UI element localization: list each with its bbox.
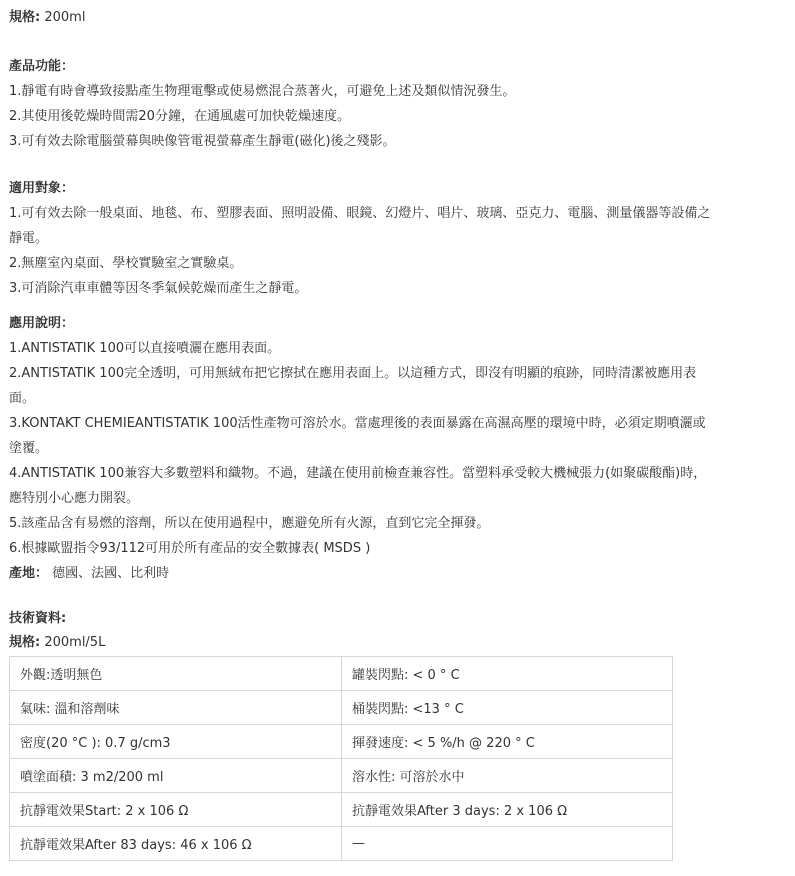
usage-item: 6.根據歐盟指令93/112可用於所有產品的安全數據表( MSDS )	[9, 541, 371, 556]
table-cell: 氣味: 溫和溶劑味	[10, 691, 342, 725]
feature-item: 2.其使用後乾燥時間需20分鐘，在通風處可加快乾燥速度。	[9, 109, 350, 124]
target-item: 1.可有效去除一般桌面、地毯、布、塑膠表面、照明設備、眼鏡、幻燈片、唱片、玻璃、亞克力、電腦、測量儀器等設備之	[9, 206, 711, 221]
tech-heading: 技術資料:	[9, 611, 67, 626]
table-cell: 密度(20 °C ): 0.7 g/cm3	[10, 725, 342, 759]
tech-spec-table	[9, 656, 673, 861]
table-row	[10, 657, 673, 691]
target-item: 2.無塵室內桌面、學校實驗室之實驗桌。	[9, 256, 243, 271]
table-cell: 抗靜電效果After 3 days: 2 x 106 Ω	[342, 793, 673, 827]
table-cell: 抗靜電效果Start: 2 x 106 Ω	[10, 793, 342, 827]
table-cell: 罐裝閃點: < 0 ° C	[342, 657, 673, 691]
table-row	[10, 827, 673, 861]
spec-label: 規格:	[9, 10, 41, 25]
targets-heading: 適用對象：	[9, 181, 75, 196]
target-item: 靜電。	[9, 231, 49, 246]
usage-item: 3.KONTAKT CHEMIEANTISTATIK 100活性產物可溶於水。當處理後的表面暴露在高濕高壓的環境中時，必須定期噴灑或	[9, 416, 706, 431]
table-cell: 溶水性: 可溶於水中	[342, 759, 673, 793]
usage-item: 5.該產品含有易燃的溶劑，所以在使用過程中，應避免所有火源，直到它完全揮發。	[9, 516, 490, 531]
usage-heading: 應用說明：	[9, 316, 75, 331]
usage-item: 1.ANTISTATIK 100可以直接噴灑在應用表面。	[9, 341, 281, 356]
spec-line	[9, 9, 85, 27]
tech-spec-line	[9, 634, 105, 652]
table-cell: 桶裝閃點: <13 ° C	[342, 691, 673, 725]
origin-value: 德國、法國、比利時	[52, 566, 170, 581]
tech-spec-value: 200ml/5L	[44, 635, 106, 650]
table-row	[10, 793, 673, 827]
origin-line	[9, 565, 169, 583]
origin-label: 產地：	[9, 566, 49, 581]
table-cell: 噴塗面積: 3 m2/200 ml	[10, 759, 342, 793]
table-cell: 抗靜電效果After 83 days: 46 x 106 Ω	[10, 827, 342, 861]
table-row	[10, 691, 673, 725]
spec-value: 200ml	[44, 10, 86, 25]
feature-item: 3.可有效去除電腦螢幕與映像管電視螢幕產生靜電(磁化)後之殘影。	[9, 134, 396, 149]
table-row	[10, 759, 673, 793]
usage-item: 塗覆。	[9, 441, 49, 456]
target-item: 3.可消除汽車車體等因冬季氣候乾燥而產生之靜電。	[9, 281, 308, 296]
feature-item: 1.靜電有時會導致接點產生物理電擊或使易燃混合蒸著火，可避免上述及類似情況發生。	[9, 84, 516, 99]
usage-item: 面。	[9, 391, 36, 406]
table-row	[10, 725, 673, 759]
table-cell: 外觀:透明無色	[10, 657, 342, 691]
features-heading: 產品功能：	[9, 59, 75, 74]
usage-item: 2.ANTISTATIK 100完全透明，可用無絨布把它擦拭在應用表面上。以這種方式，即沒有明顯的痕跡，同時清潔被應用表	[9, 366, 697, 381]
table-cell: 揮發速度: < 5 %/h @ 220 ° C	[342, 725, 673, 759]
tech-spec-label: 規格:	[9, 635, 41, 650]
table-cell: —	[342, 827, 673, 861]
usage-item: 4.ANTISTATIK 100兼容大多數塑料和織物。不過，建議在使用前檢查兼容性。當塑料承受較大機械張力(如聚碳酸酯)時，	[9, 466, 707, 481]
usage-item: 應特別小心應力開裂。	[9, 491, 140, 506]
